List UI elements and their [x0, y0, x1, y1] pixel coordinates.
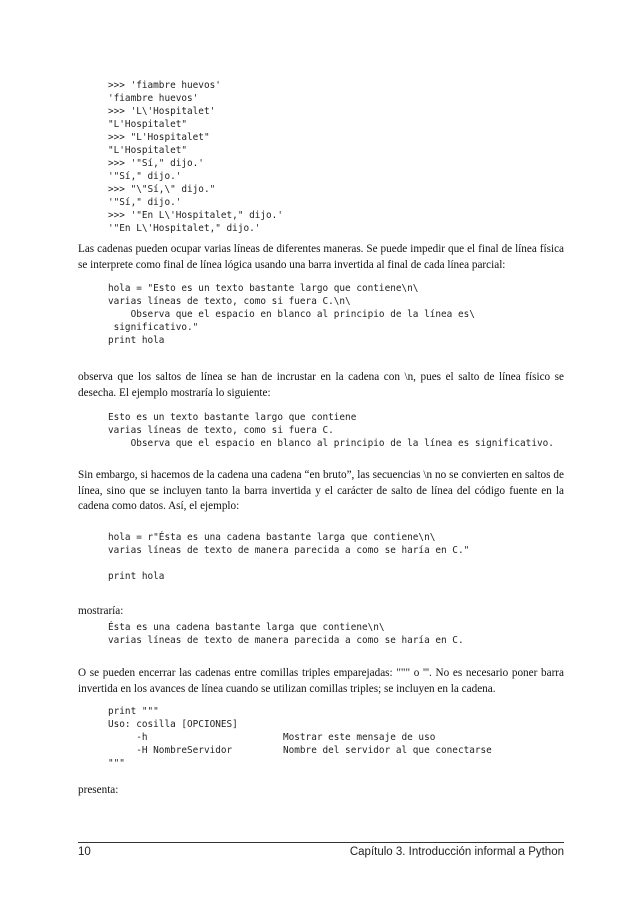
code-block-backslash: [108, 282, 475, 347]
paragraph-triple-quotes: O se pueden encerrar las cadenas entre comillas triples emparejadas: """ o '''. No es necesario poner barra invertida en los avances de línea cuando se utilizan comillas triples; se incluyen en la cadena.: [78, 667, 564, 695]
paragraph-presents: presenta:: [78, 784, 119, 796]
paragraph-shows: mostraría:: [78, 605, 124, 617]
chapter-title: Capítulo 3. Introducción informal a Python: [349, 846, 564, 858]
code-line: >>> 'fiambre huevos': [108, 80, 221, 91]
footer-divider: [78, 842, 564, 843]
code-line: Observa que el espacio en blanco al principio de la línea es significativo.: [108, 438, 554, 449]
code-block-output: [108, 411, 554, 450]
code-block-raw-output: [108, 621, 464, 647]
code-line: Observa que el espacio en blanco al principio de la línea es\: [108, 309, 475, 320]
code-line: print hola: [108, 571, 165, 582]
page-number: 10: [78, 846, 91, 858]
code-line: >>> '"En L\'Hospitalet," dijo.': [108, 210, 283, 221]
code-block-triple: [108, 705, 492, 770]
code-line: '"En L\'Hospitalet," dijo.': [108, 223, 261, 234]
code-line: varias líneas de texto, como si fuera C.\n\: [108, 296, 351, 307]
code-block-raw: [108, 531, 469, 583]
code-block-quotes: [108, 79, 283, 235]
code-line: >>> '"Sí," dijo.': [108, 158, 204, 169]
paragraph-newline-note: observa que los saltos de línea se han de incrustar en la cadena con \n, pues el salto de línea físico se desecha. El ejemplo mostraría lo siguiente:: [78, 371, 564, 399]
code-line: [108, 557, 469, 570]
code-line: varias líneas de texto, como si fuera C.: [108, 425, 334, 436]
code-line: >>> "L'Hospitalet": [108, 132, 210, 143]
code-line: -h Mostrar este mensaje de uso: [108, 732, 436, 743]
code-line: '"Sí," dijo.': [108, 171, 182, 182]
code-line: print hola: [108, 335, 165, 346]
code-line: significativo.": [108, 322, 199, 333]
code-line: hola = r"Ésta es una cadena bastante larga que contiene\n\: [108, 532, 436, 543]
code-line: Esto es un texto bastante largo que contiene: [108, 412, 357, 423]
code-line: 'fiambre huevos': [108, 93, 199, 104]
code-line: Uso: cosilla [OPCIONES]: [108, 719, 238, 730]
code-line: >>> "\"Sí,\" dijo.": [108, 184, 216, 195]
code-line: print """: [108, 706, 159, 717]
paragraph-raw-string: Sin embargo, si hacemos de la cadena una cadena “en bruto”, las secuencias \n no se convierten en saltos de línea, sino que se incluyen tanto la barra invertida y el carácter de salto de línea del código fuente en la cadena como datos. Así, el ejemplo:: [78, 469, 564, 512]
code-line: -H NombreServidor Nombre del servidor al que conectarse: [108, 745, 492, 756]
code-line: "L'Hospitalet": [108, 145, 188, 156]
code-line: Ésta es una cadena bastante larga que contiene\n\: [108, 622, 385, 633]
paragraph-multiline-strings: Las cadenas pueden ocupar varias líneas de diferentes maneras. Se puede impedir que el final de línea física se interprete como final de línea lógica usando una barra invertida al final de cada línea parcial:: [78, 243, 564, 271]
code-line: >>> 'L\'Hospitalet': [108, 106, 216, 117]
code-line: "L'Hospitalet": [108, 119, 188, 130]
code-line: varias líneas de texto de manera parecida a como se haría en C.: [108, 635, 464, 646]
code-line: '"Sí," dijo.': [108, 197, 182, 208]
code-line: hola = "Esto es un texto bastante largo que contiene\n\: [108, 283, 419, 294]
code-line: varias líneas de texto de manera parecida a como se haría en C.": [108, 545, 470, 556]
code-line: """: [108, 758, 125, 769]
